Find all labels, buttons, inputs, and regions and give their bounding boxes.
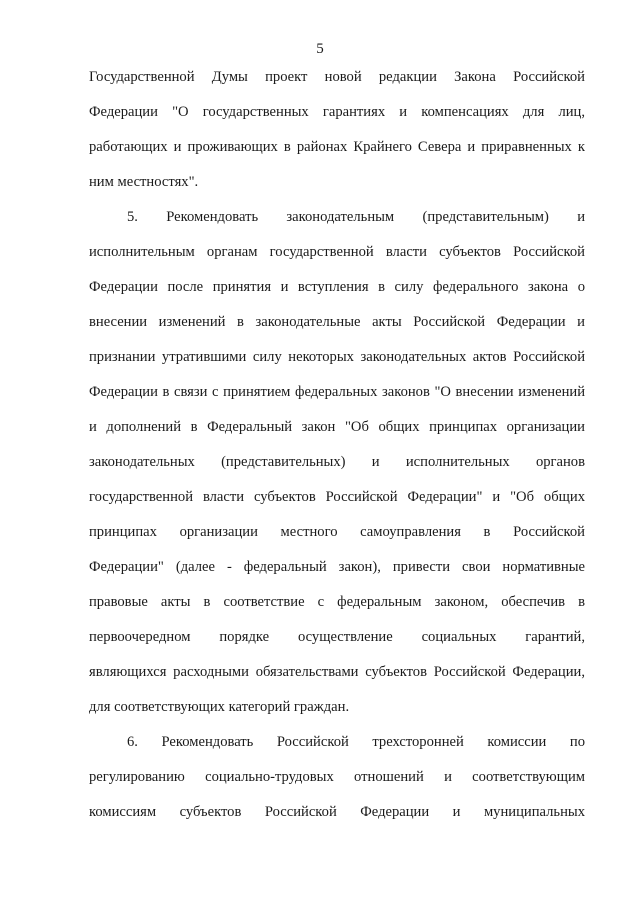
page-number: 5 bbox=[316, 41, 324, 57]
text-line: правовые акты в соответствие с федеральным законом, обеспечив в bbox=[89, 594, 585, 610]
paragraph-continuation bbox=[89, 60, 585, 200]
text-line: признании утратившими силу некоторых законодательных актов Российской bbox=[89, 349, 585, 365]
text-line: 6. Рекомендовать Российской трехсторонней комиссии по bbox=[127, 734, 585, 750]
text-line: являющихся расходными обязательствами субъектов Российской Федерации, bbox=[89, 664, 585, 680]
text-line: Федерации" (далее - федеральный закон), привести свои нормативные bbox=[89, 559, 585, 575]
text-line: принципах организации местного самоуправления в Российской bbox=[89, 524, 585, 540]
text-line: государственной власти субъектов Российской Федерации" и "Об общих bbox=[89, 489, 585, 505]
text-line: исполнительным органам государственной власти субъектов Российской bbox=[89, 244, 585, 260]
text-line: Федерации "О государственных гарантиях и компенсациях для лиц, bbox=[89, 104, 585, 120]
text-line: ним местностях". bbox=[89, 174, 199, 190]
text-line: работающих и проживающих в районах Крайнего Севера и приравненных к bbox=[89, 139, 585, 155]
text-line: первоочередном порядке осуществление социальных гарантий, bbox=[89, 629, 585, 645]
text-line: регулированию социально-трудовых отношений и соответствующим bbox=[89, 769, 585, 785]
text-line: внесении изменений в законодательные акты Российской Федерации и bbox=[89, 314, 585, 330]
text-line: Государственной Думы проект новой редакции Закона Российской bbox=[89, 69, 585, 85]
text-line: для соответствующих категорий граждан. bbox=[89, 699, 350, 715]
text-line: и дополнений в Федеральный закон "Об общих принципах организации bbox=[89, 419, 585, 435]
text-line: 5. Рекомендовать законодательным (представительным) и bbox=[127, 209, 585, 225]
text-line: Федерации после принятия и вступления в силу федерального закона о bbox=[89, 279, 585, 295]
text-line: законодательных (представительных) и исполнительных органов bbox=[89, 454, 585, 470]
paragraph-item-6 bbox=[89, 725, 585, 830]
document-body bbox=[89, 60, 585, 830]
paragraph-item-5 bbox=[89, 200, 585, 725]
text-line: комиссиям субъектов Российской Федерации и муниципальных bbox=[89, 804, 585, 820]
text-line: Федерации в связи с принятием федеральных законов "О внесении изменений bbox=[89, 384, 585, 400]
